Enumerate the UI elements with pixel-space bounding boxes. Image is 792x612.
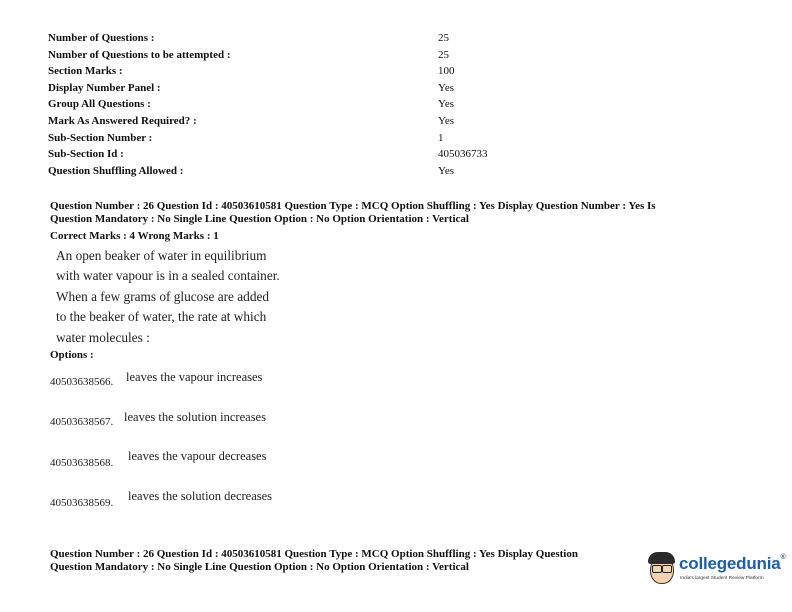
question-header-line: Question Mandatory : No Single Line Question Option : No Option Orientation : Vertical <box>50 561 469 573</box>
question-text-line: to the beaker of water, the rate at which <box>56 309 267 325</box>
meta-value: 25 <box>438 32 449 44</box>
meta-row <box>48 80 568 97</box>
question-text-line: When a few grams of glucose are added <box>56 288 270 304</box>
option-id: 40503638566. <box>50 376 114 388</box>
meta-label: Number of Questions : <box>48 32 155 44</box>
question-marks: Correct Marks : 4 Wrong Marks : 1 <box>50 230 219 242</box>
question-text-line: water molecules : <box>56 329 150 345</box>
meta-value: 405036733 <box>438 148 488 161</box>
option-text: leaves the solution increases <box>124 410 266 424</box>
question-text-line: An open beaker of water in equilibrium <box>56 248 267 263</box>
option-id: 40503638568. <box>50 457 114 469</box>
option-text: leaves the vapour increases <box>126 370 263 384</box>
question-text <box>56 246 316 348</box>
meta-label: Sub-Section Number : <box>48 131 153 144</box>
meta-value: 100 <box>438 65 455 78</box>
meta-row <box>48 30 568 47</box>
next-question-header <box>50 548 750 574</box>
brand-tagline: India's largest Student Review Platform <box>680 576 764 581</box>
meta-row <box>48 163 568 180</box>
question-header-line: Question Number : 26 Question Id : 40503610581 Question Type : MCQ Option Shuffling : Yes Display Question Number : Yes Is <box>50 200 656 212</box>
meta-value: 1 <box>438 131 444 144</box>
meta-label: Display Number Panel : <box>48 81 161 94</box>
option-id: 40503638569. <box>50 497 114 509</box>
meta-row <box>48 130 568 147</box>
meta-row <box>48 47 568 64</box>
meta-row <box>48 63 568 80</box>
meta-row <box>48 146 568 163</box>
question-text-line: with water vapour is in a sealed container. <box>56 268 280 284</box>
meta-row <box>48 113 568 130</box>
meta-value: Yes <box>438 98 455 111</box>
question-header-line: Question Number : 26 Question Id : 40503610581 Question Type : MCQ Option Shuffling : Yes Display Question <box>50 548 578 560</box>
options-label: Options : <box>50 349 94 361</box>
meta-label: Number of Questions to be attempted : <box>48 48 231 61</box>
meta-label: Mark As Answered Required? : <box>48 114 197 127</box>
meta-row <box>48 96 568 113</box>
meta-label: Group All Questions : <box>48 98 151 111</box>
meta-label: Section Marks : <box>48 65 123 78</box>
collegedunia-watermark <box>646 548 792 598</box>
option-id: 40503638567. <box>50 416 114 428</box>
meta-value: Yes <box>438 164 455 177</box>
option-text: leaves the solution decreases <box>128 489 273 503</box>
meta-value: 25 <box>438 48 449 61</box>
section-meta-table <box>48 30 568 179</box>
meta-label: Sub-Section Id : <box>48 148 124 161</box>
question-header <box>50 200 750 226</box>
question-header-line: Question Mandatory : No Single Line Question Option : No Option Orientation : Vertical <box>50 213 469 225</box>
meta-value: Yes <box>438 114 455 127</box>
brand-name: collegedunia® <box>679 554 786 573</box>
meta-value: Yes <box>438 81 455 94</box>
option-text: leaves the vapour decreases <box>128 449 267 463</box>
meta-label: Question Shuffling Allowed : <box>48 164 184 177</box>
